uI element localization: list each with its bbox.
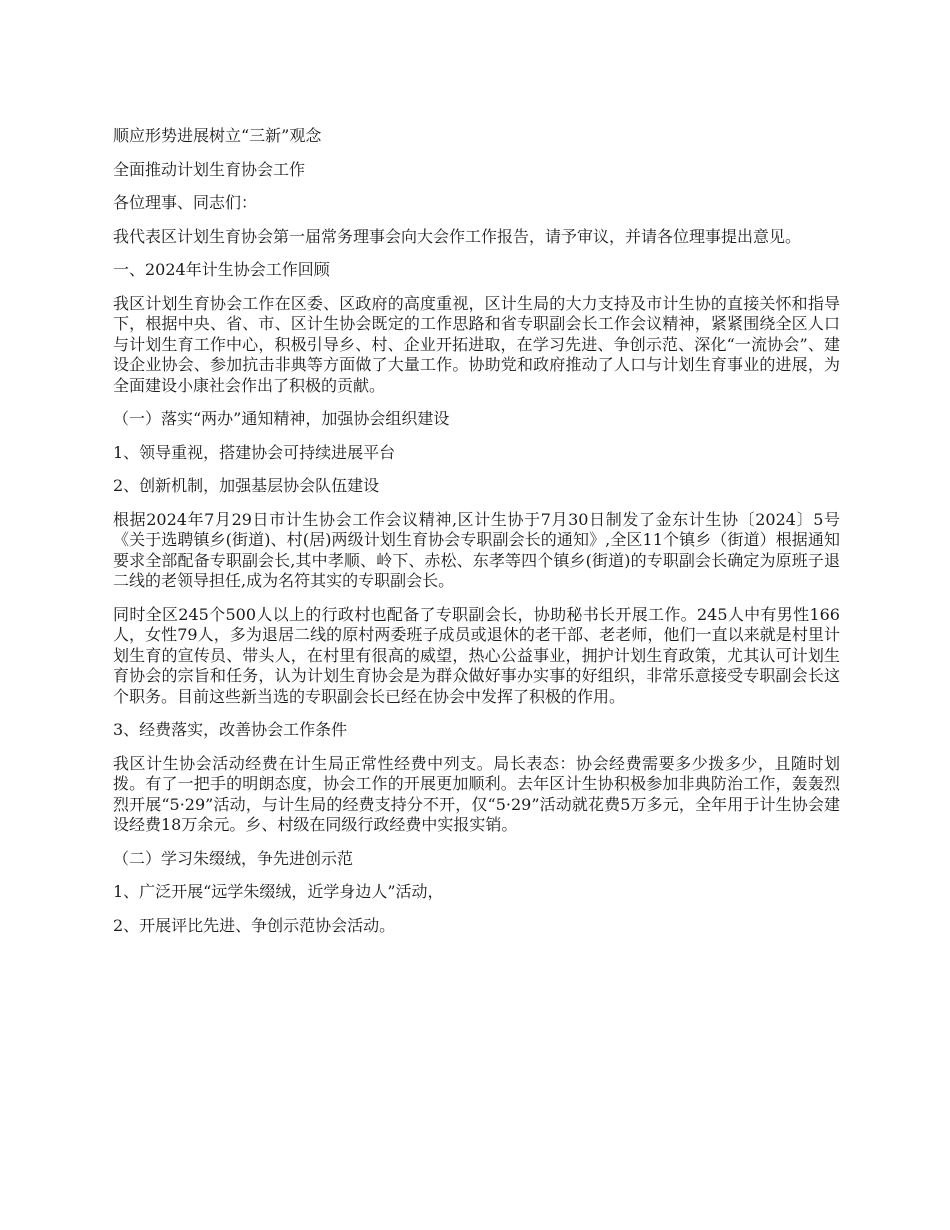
item-heading-1: 1、领导重视，搭建协会可持续进展平台 — [113, 442, 396, 462]
item-heading-3: 3、经费落实，改善协会工作条件 — [113, 720, 348, 739]
paragraph-village: 同时全区245个500人以上的行政村也配备了专职副会长，协助秘书长开展工作。245人中有男性166人，女性79人，多为退居二线的原村两委班子成员或退休的老干部、老老师，他们一直以来就是村里计划生育的宣传员、带头人，在村里有很高的威望，热心公益事业，拥护计划生育政策，尤其认可计划生育协会的宗旨和任务，认为计划生育协会是为群众做好事办实事的好组织，非常乐意接受专职副会长这个职务。目前这些新当选的专职副会长已经在协会中发挥了积极的作用。 — [113, 604, 840, 706]
paragraph-notice: 根据2024年7月29日市计生协会工作会议精神,区计生协于7月30日制发了金东计生协〔2024〕5号《关于选聘镇乡(街道)、村(居)两级计划生育协会专职副会长的通知》,全区11个镇乡（街道）根据通知要求全部配备专职副会长,其中孝顺、岭下、赤松、东孝等四个镇乡(街道)的专职副会长确定为原班子退二线的老领导担任,成为名符其实的专职副会长。 — [113, 509, 840, 590]
salutation: 各位理事、同志们： — [113, 193, 258, 212]
item-heading-2: 2、创新机制，加强基层协会队伍建设 — [113, 476, 380, 495]
paragraph-intro: 我代表区计划生育协会第一届常务理事会向大会作工作报告，请予审议，并请各位理事提出意见。 — [113, 226, 802, 246]
subsection-heading-1: （一）落实“两办”通知精神，加强协会组织建设 — [113, 409, 450, 428]
document-title-line-2: 全面推动计划生育协会工作 — [113, 159, 306, 179]
item-heading-4: 1、广泛开展“远学朱缀绒，近学身边人”活动， — [113, 882, 444, 901]
document-title-line-1: 顺应形势进展树立“三新”观念 — [113, 126, 322, 145]
item-heading-5: 2、开展评比先进、争创示范协会活动。 — [113, 915, 396, 935]
section-heading-1: 一、2024年计生协会工作回顾 — [113, 260, 330, 279]
paragraph-review: 我区计划生育协会工作在区委、区政府的高度重视，区计生局的大力支持及市计生协的直接关怀和指导下，根据中央、省、市、区计生协会既定的工作思路和省专职副会长工作会议精神，紧紧围绕全区人口与计划生育工作中心，积极引导乡、村、企业开拓进取，在学习先进、争创示范、深化“一流协会”、建设企业协会、参加抗击非典等方面做了大量工作。协助党和政府推动了人口与计划生育事业的进展，为全面建设小康社会作出了积极的贡献。 — [113, 293, 840, 395]
subsection-heading-2: （二）学习朱缀绒，争先进创示范 — [113, 848, 354, 868]
document-body — [113, 126, 840, 949]
paragraph-funding: 我区计生协会活动经费在计生局正常性经费中列支。局长表态：协会经费需要多少拨多少，且随时划拨。有了一把手的明朗态度，协会工作的开展更加顺利。去年区计生协积极参加非典防治工作，轰轰烈烈开展“5·29”活动，与计生局的经费支持分不开，仅“5·29”活动就花费5万多元，全年用于计生协会建设经费18万余元。乡、村级在同级行政经费中实报实销。 — [113, 753, 840, 834]
